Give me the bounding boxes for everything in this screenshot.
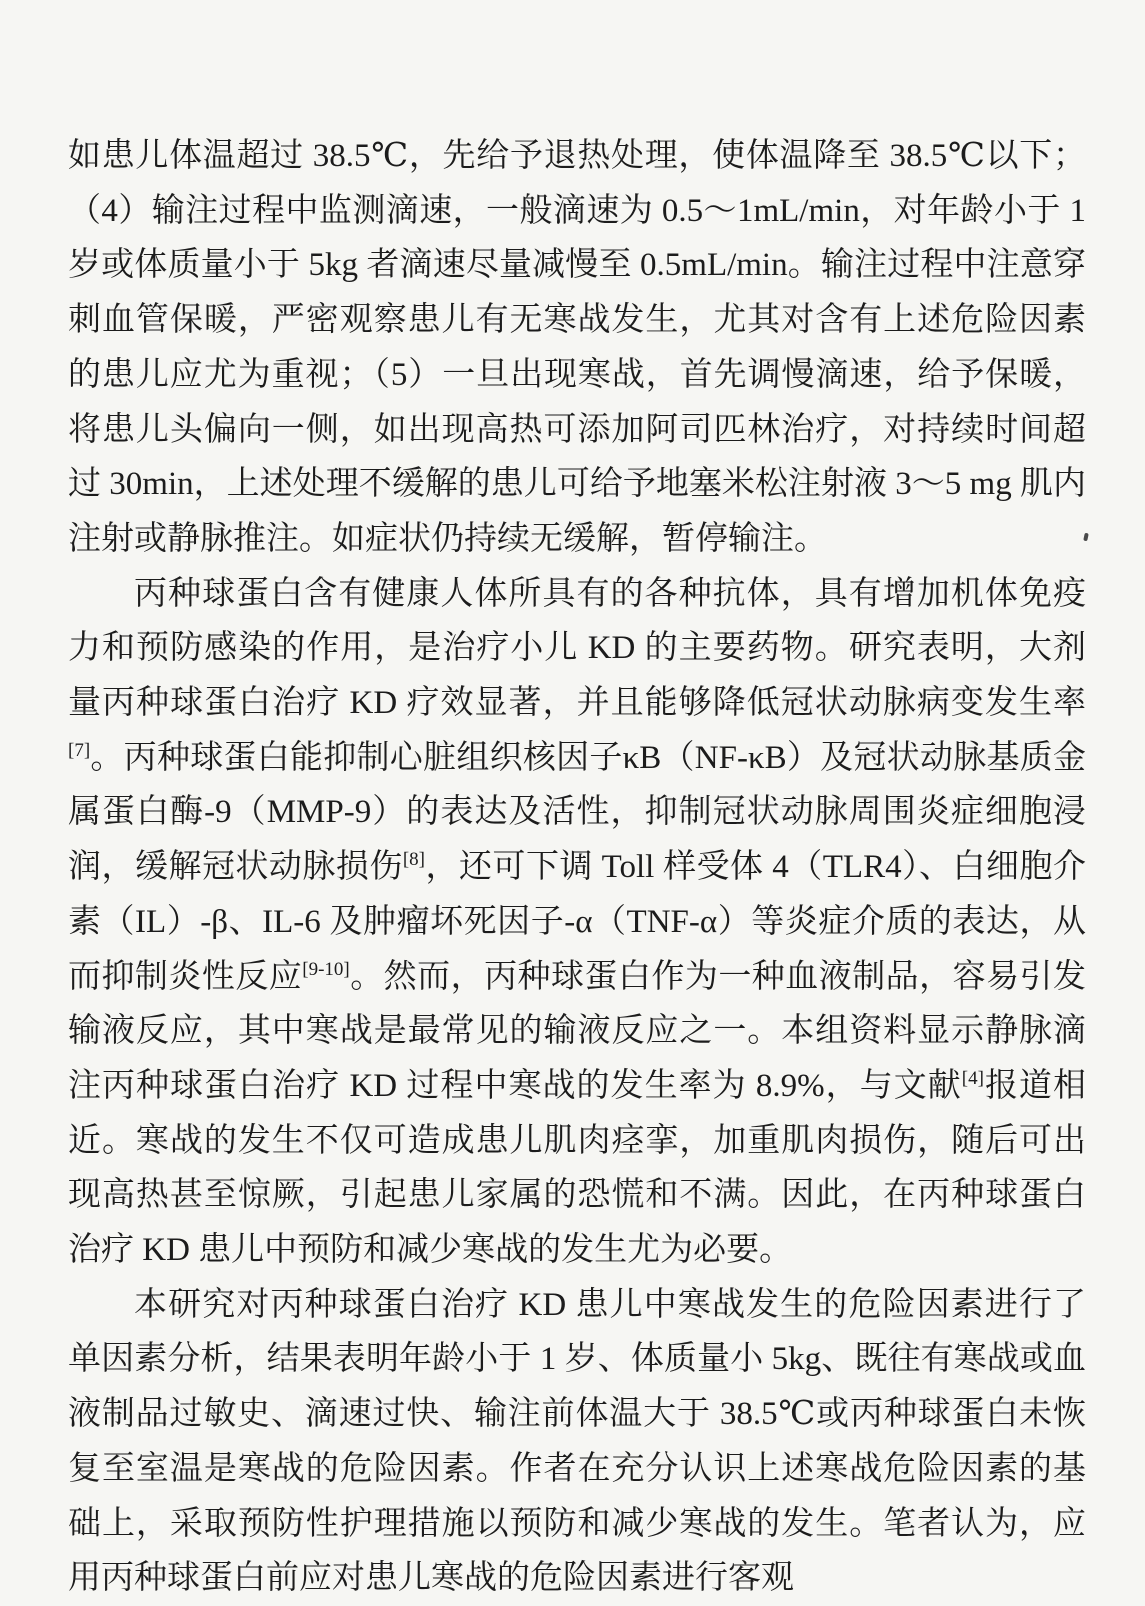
citation-superscript: [8] (402, 849, 426, 871)
citation-superscript: [9-10] (302, 958, 350, 980)
paragraph-text: 丙种球蛋白含有健康人体所具有的各种抗体，具有增加机体免疫力和预防感染的作用，是治疗小儿 KD 的主要药物。研究表明，大剂量丙种球蛋白治疗 KD 疗效显著，并且能够降低冠状动脉病变发生率 (68, 575, 1086, 722)
paragraph-text: 。然而，丙种球蛋白作为一种血液制品，容易引发输液反应，其中寒战是最常见的输液反应之一。本组资料显示静脉滴注丙种球蛋白治疗 KD 过程中寒战的发生率为 8.9%，与文献 (68, 958, 1087, 1104)
paragraph-text: 如患儿体温超过 38.5℃，先给予退热处理，使体温降至 38.5℃以下；（4）输注过程中监测滴速，一般滴速为 0.5～1mL/min，对年龄小于 1 岁或体质量小于 5kg 者滴速尽量减慢至 0.5mL/min。输注过程中注意穿刺血管保暖，严密观察患儿有无寒战发生，尤其对含有上述危险因素的患儿应尤为重视；（5）一旦出现寒战，首先调慢滴速，给予保暖，将患儿头偏向一侧，如出现高热可添加阿司匹林治疗，对持续时间超过 30min，上述处理不缓解的患儿可给予地塞米松注射液 3～5 mg 肌内注射或静脉推注。如症状仍持续无缓解，暂停输注。 (68, 138, 1086, 557)
paragraph (68, 129, 1086, 567)
paragraph (68, 567, 1086, 1278)
citation-superscript: [7] (68, 739, 91, 761)
paragraph-text: 报道相近。寒战的发生不仅可造成患儿肌肉痉挛，加重肌肉损伤，随后可出现高热甚至惊厥，引起患儿家属的恐慌和不满。因此，在丙种球蛋白治疗 KD 患儿中预防和减少寒战的发生尤为必要。 (68, 1067, 1087, 1269)
paragraph-text: 本研究对丙种球蛋白治疗 KD 患儿中寒战发生的危险因素进行了单因素分析，结果表明年龄小于 1 岁、体质量小 5kg、既往有寒战或血液制品过敏史、滴速过快、输注前体温大于 38.5℃或丙种球蛋白未恢复至室温是寒战的危险因素。作者在充分认识上述寒战危险因素的基础上，采取预防性护理措施以预防和减少寒战的发生。笔者认为，应用丙种球蛋白前应对患儿寒战的危险因素进行客观 (68, 1286, 1086, 1597)
paragraph-text: 。丙种球蛋白能抑制心脏组织核因子κB（NF-κB）及冠状动脉基质金属蛋白酶-9（MMP-9）的表达及活性，抑制冠状动脉周围炎症细胞浸润，缓解冠状动脉损伤 (68, 739, 1086, 886)
paragraph (68, 1278, 1086, 1606)
document-body (68, 129, 1086, 1606)
citation-superscript: [4] (961, 1067, 984, 1089)
paragraph-text: ，还可下调 Toll 样受体 4（TLR4）、白细胞介素（IL）-β、IL-6 及肿瘤坏死因子-α（TNF-α）等炎症介质的表达，从而抑制炎性反应 (68, 849, 1086, 995)
scan-artifact-speck (1083, 533, 1089, 542)
